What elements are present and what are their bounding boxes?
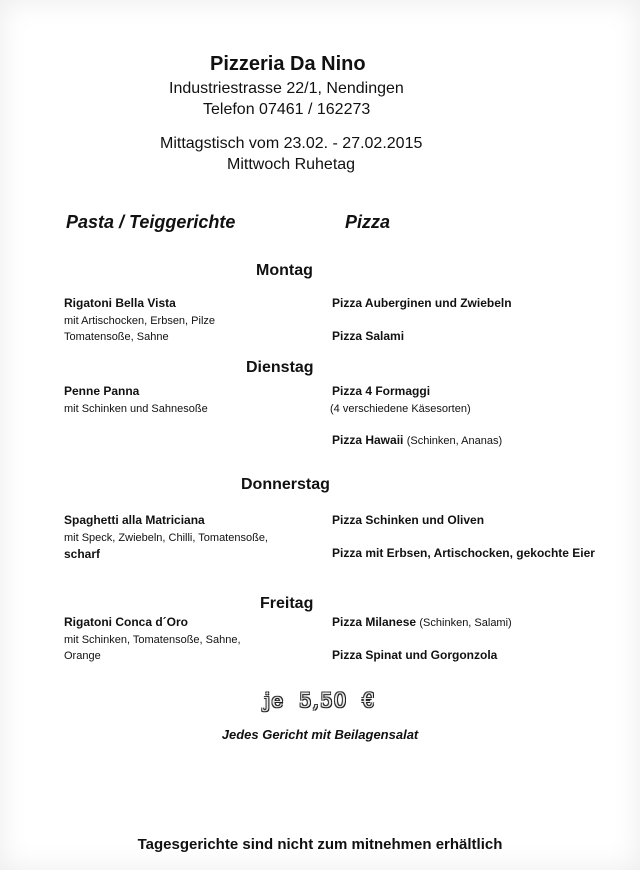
pizza-dish-name: Pizza Salami — [332, 329, 405, 343]
pizza-dish-name: Pizza Hawaii — [332, 433, 404, 447]
pasta-dish-description: mit Schinken und Sahnesoße — [64, 403, 208, 415]
pizza-dish-description: (4 verschiedene Käsesorten) — [330, 403, 471, 415]
pizza-dish-line — [332, 615, 512, 629]
pasta-dish-spice-note: scharf — [64, 547, 101, 561]
pizza-dish-name: Pizza mit Erbsen, Artischocken, gekochte Eier — [332, 546, 595, 560]
pasta-column-heading: Pasta / Teiggerichte — [66, 212, 236, 232]
pasta-dish-description: mit Schinken, Tomatensoße, Sahne, — [64, 634, 241, 646]
pizza-dish-name: Pizza Auberginen und Zwiebeln — [332, 296, 512, 310]
takeaway-note: Tagesgerichte sind nicht zum mitnehmen erhältlich — [137, 836, 503, 853]
pizza-dish-description: (Schinken, Ananas) — [406, 435, 503, 447]
restaurant-address: Industriestrasse 22/1, Nendingen — [169, 80, 404, 97]
pasta-dish-name: Spaghetti alla Matriciana — [64, 513, 205, 527]
pizza-dish-description: (Schinken, Salami) — [419, 617, 512, 629]
price-label: je 5,50 € — [264, 688, 376, 712]
pasta-dish-description: mit Artischocken, Erbsen, Pilze — [64, 315, 216, 327]
pizza-dish-line — [332, 433, 502, 447]
pasta-dish-description: Orange — [64, 650, 101, 662]
pizza-column-heading: Pizza — [345, 212, 391, 232]
pasta-dish-name: Rigatoni Bella Vista — [64, 296, 176, 310]
pasta-dish-name: Rigatoni Conca d´Oro — [64, 615, 188, 629]
day-heading-donnerstag: Donnerstag — [241, 476, 330, 493]
menu-period: Mittagstisch vom 23.02. - 27.02.2015 — [160, 135, 423, 152]
pasta-dish-description: Tomatensoße, Sahne — [64, 331, 169, 343]
pizza-dish-name: Pizza 4 Formaggi — [332, 384, 431, 398]
day-heading-dienstag: Dienstag — [246, 359, 314, 376]
closed-day: Mittwoch Ruhetag — [227, 156, 356, 173]
pizza-dish-name: Pizza Schinken und Oliven — [332, 513, 485, 527]
pasta-dish-name: Penne Panna — [64, 384, 140, 398]
pizza-dish-name: Pizza Spinat und Gorgonzola — [332, 648, 498, 662]
day-heading-freitag: Freitag — [260, 595, 314, 612]
side-salad-note: Jedes Gericht mit Beilagensalat — [221, 727, 419, 742]
pizza-dish-name: Pizza Milanese — [332, 615, 417, 629]
pasta-dish-description: mit Speck, Zwiebeln, Chilli, Tomatensoße, — [64, 532, 268, 544]
restaurant-name: Pizzeria Da Nino — [210, 53, 366, 75]
restaurant-phone: Telefon 07461 / 162273 — [203, 101, 371, 118]
day-heading-montag: Montag — [256, 262, 313, 279]
